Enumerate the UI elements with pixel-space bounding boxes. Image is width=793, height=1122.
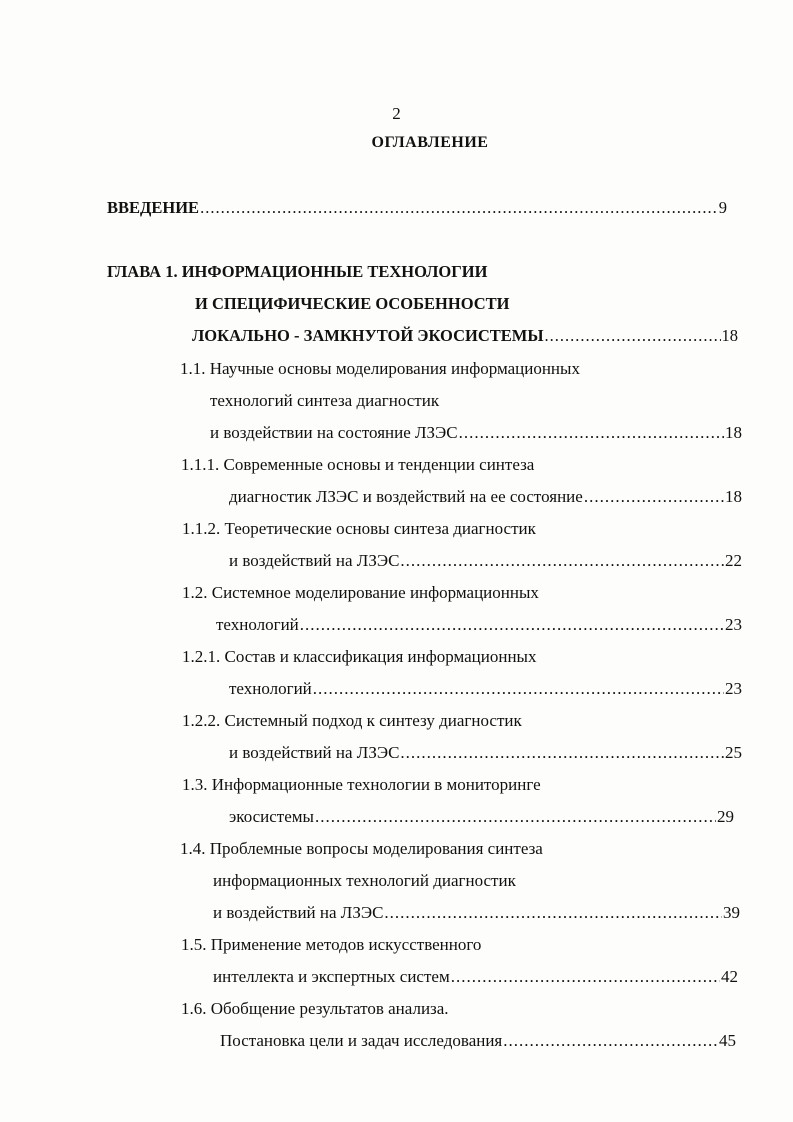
- toc-entry-page: 45: [719, 1031, 736, 1050]
- toc-entry-text: и воздействий на ЛЗЭС: [229, 743, 400, 762]
- dot-leader: [545, 325, 721, 347]
- toc-entry-line: 1.3. Информационные технологии в мониторинге: [182, 775, 541, 794]
- toc-entry-line: 1.2. Системное моделирование информационных: [182, 583, 539, 602]
- toc-entry-text: ЛОКАЛЬНО - ЗАМКНУТОЙ ЭКОСИСТЕМЫ: [192, 326, 544, 345]
- toc-entry-page: 42: [721, 967, 738, 986]
- toc-entry-text: и воздействий на ЛЗЭС: [229, 551, 400, 570]
- toc-entry-text: технологий: [229, 679, 312, 698]
- toc-entry-1-2-1[interactable]: [229, 678, 742, 700]
- toc-entry-1-1-1[interactable]: [229, 486, 742, 508]
- toc-entry-1-4[interactable]: [213, 902, 740, 924]
- toc-entry-1-2[interactable]: [216, 614, 742, 636]
- toc-entry-1-3[interactable]: [229, 806, 734, 828]
- toc-entry-line: 1.1.1. Современные основы и тенденции синтеза: [181, 455, 535, 474]
- dot-leader: [459, 422, 724, 444]
- chapter-heading-line: ГЛАВА 1. ИНФОРМАЦИОННЫЕ ТЕХНОЛОГИИ: [107, 262, 488, 281]
- dot-leader: [315, 806, 716, 828]
- toc-entry-text: экосистемы: [229, 807, 314, 826]
- toc-entry-line: 1.2.2. Системный подход к синтезу диагностик: [182, 711, 522, 730]
- toc-entry-page: 18: [725, 423, 742, 442]
- toc-entry-1-1-2[interactable]: [229, 550, 742, 572]
- dot-leader: [300, 614, 724, 636]
- toc-entry-line: 1.5. Применение методов искусственного: [181, 935, 482, 954]
- toc-entry-text: и воздействий на ЛЗЭС: [213, 903, 384, 922]
- toc-entry-page: 29: [717, 807, 734, 826]
- page-number: 2: [392, 104, 401, 123]
- toc-entry-line: информационных технологий диагностик: [213, 871, 516, 890]
- dot-leader: [451, 966, 720, 988]
- toc-entry-page: 18: [725, 487, 742, 506]
- dot-leader: [584, 486, 724, 508]
- toc-entry-chapter-1[interactable]: [192, 325, 738, 347]
- dot-leader: [313, 678, 724, 700]
- dot-leader: [384, 902, 722, 924]
- toc-entry-line: 1.1.2. Теоретические основы синтеза диагностик: [182, 519, 536, 538]
- toc-entry-page: 22: [725, 551, 742, 570]
- dot-leader: [400, 550, 724, 572]
- dot-leader: [503, 1030, 718, 1052]
- toc-entry-introduction[interactable]: [107, 197, 727, 219]
- toc-entry-page: 23: [725, 615, 742, 634]
- toc-entry-1-1[interactable]: [210, 422, 742, 444]
- toc-entry-line: 1.6. Обобщение результатов анализа.: [181, 999, 449, 1018]
- toc-entry-1-2-2[interactable]: [229, 742, 742, 764]
- toc-entry-text: интеллекта и экспертных систем: [213, 967, 450, 986]
- toc-entry-page: 25: [725, 743, 742, 762]
- toc-entry-page: 9: [718, 198, 727, 217]
- chapter-heading-line: И СПЕЦИФИЧЕСКИЕ ОСОБЕННОСТИ: [195, 294, 510, 313]
- dot-leader: [400, 742, 724, 764]
- toc-entry-page: 39: [723, 903, 740, 922]
- toc-entry-page: 23: [725, 679, 742, 698]
- toc-entry-1-6[interactable]: [220, 1030, 736, 1052]
- toc-entry-1-5[interactable]: [213, 966, 738, 988]
- toc-entry-line: технологий синтеза диагностик: [210, 391, 440, 410]
- toc-entry-page: 18: [721, 326, 738, 345]
- toc-entry-text: и воздействии на состояние ЛЗЭС: [210, 423, 458, 442]
- toc-entry-text: технологий: [216, 615, 299, 634]
- toc-entry-text: ВВЕДЕНИЕ: [107, 198, 200, 217]
- toc-entry-line: 1.4. Проблемные вопросы моделирования синтеза: [180, 839, 543, 858]
- toc-entry-line: 1.1. Научные основы моделирования информационных: [180, 359, 580, 378]
- toc-title: ОГЛАВЛЕНИЕ: [371, 134, 489, 151]
- toc-entry-text: диагностик ЛЗЭС и воздействий на ее состояние: [229, 487, 583, 506]
- toc-entry-line: 1.2.1. Состав и классификация информационных: [182, 647, 537, 666]
- dot-leader: [200, 197, 718, 219]
- toc-entry-text: Постановка цели и задач исследования: [220, 1031, 503, 1050]
